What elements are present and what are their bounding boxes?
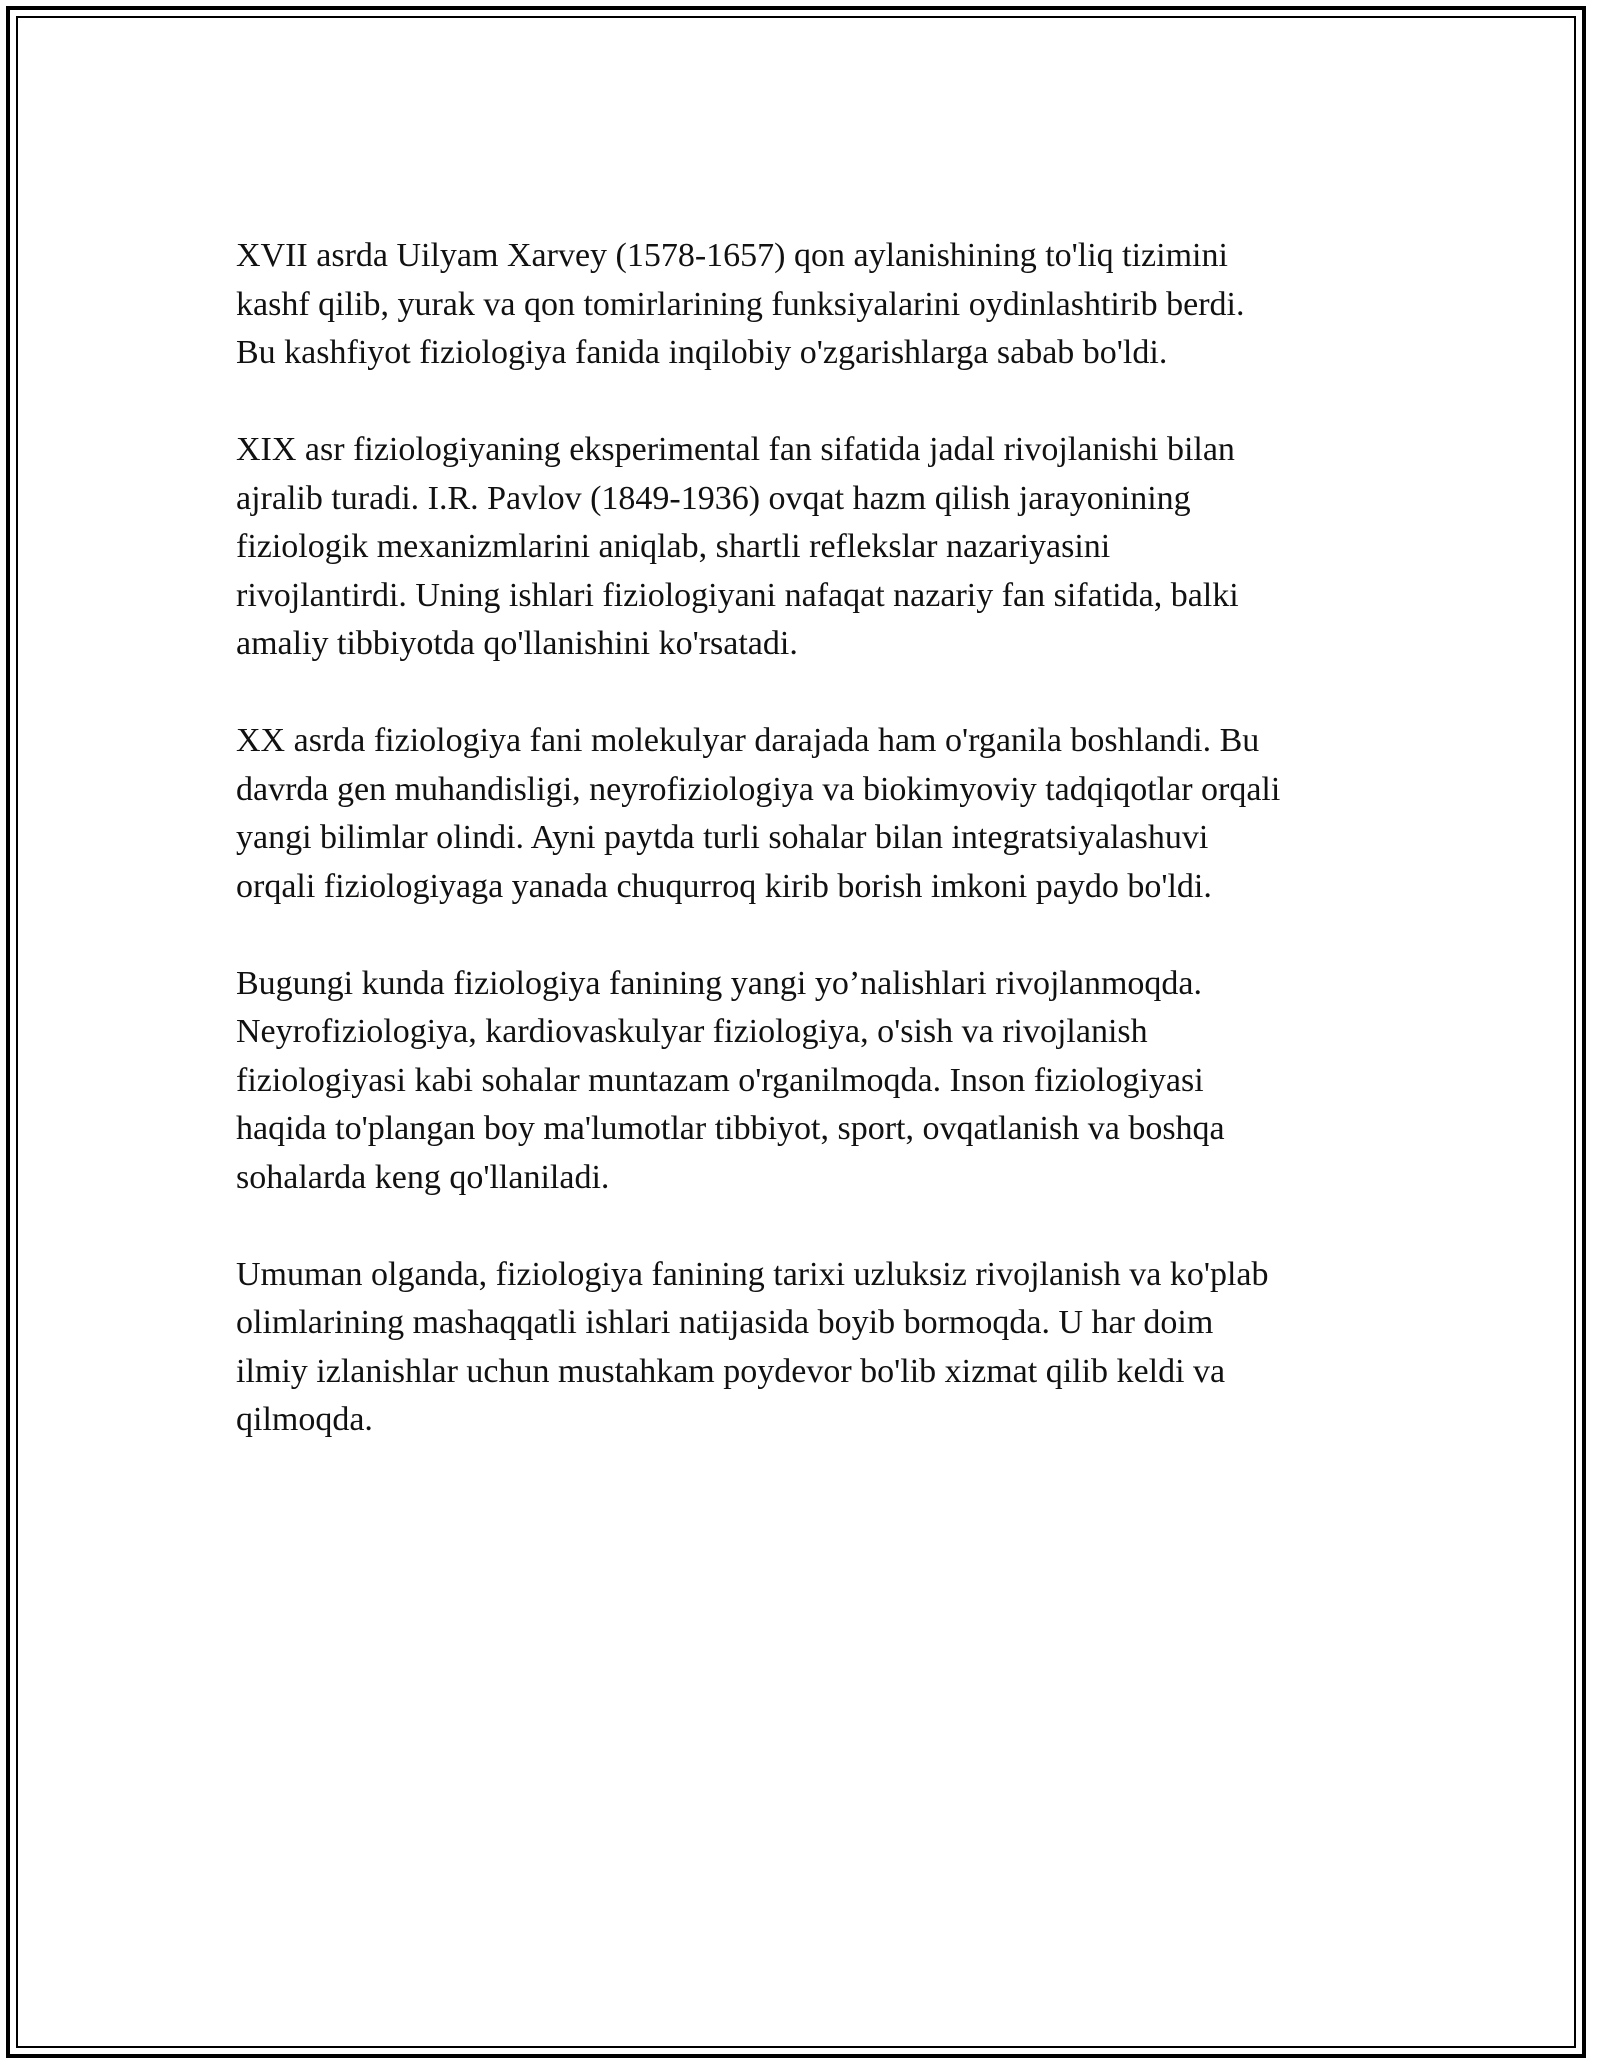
paragraph-modern-directions: Bugungi kunda fiziologiya fanining yangi yo’nalishlari rivojlanmoqda. Neyrofiziologiya, kardiovaskulyar fiziologiya, o'sish va rivojlanish fiziologiyasi kabi sohalar muntazam o'rganilmoqda. Inson fiziologiyasi haqida to'plangan boy ma'lumotlar tibbiyot, sport, ovqatlanish va boshqa sohalarda keng qo'llaniladi. (236, 964, 1225, 1196)
paragraph-harvey: XVII asrda Uilyam Xarvey (1578-1657) qon aylanishining to'liq tizimini kashf qilib, yurak va qon tomirlarining funksiyalarini oydinlashtirib berdi. Bu kashfiyot fiziologiya fanida inqilobiy o'zgarishlarga sabab bo'ldi. (236, 237, 1245, 371)
paragraph-pavlov: XIX asr fiziologiyaning eksperimental fan sifatida jadal rivojlanishi bilan ajralib turadi. I.R. Pavlov (1849-1936) ovqat hazm qilish jarayonining fiziologik mexanizmlarini aniqlab, shartli reflekslar nazariyasini rivojlantirdi. Uning ishlari fiziologiyani nafaqat nazariy fan sifatida, balki amaliy tibbiyotda qo'llanishini ko'rsatadi. (236, 431, 1239, 662)
paragraph-conclusion: Umuman olganda, fiziologiya fanining tarixi uzluksiz rivojlanish va ko'plab olimlarining mashaqqatli ishlari natijasida boyib bormoqda. U har doim ilmiy izlanishlar uchun mustahkam poydevor bo'lib xizmat qilib keldi va qilmoqda. (236, 1255, 1269, 1438)
document-body (236, 232, 1376, 1493)
paragraph-molecular: XX asrda fiziologiya fani molekulyar darajada ham o'rganila boshlandi. Bu davrda gen muhandisligi, neyrofiziologiya va biokimyoviy tadqiqotlar orqali yangi bilimlar olindi. Ayni paytda turli sohalar bilan integratsiyalashuvi orqali fiziologiyaga yanada chuqurroq kirib borish imkoni paydo bo'ldi. (236, 722, 1281, 905)
